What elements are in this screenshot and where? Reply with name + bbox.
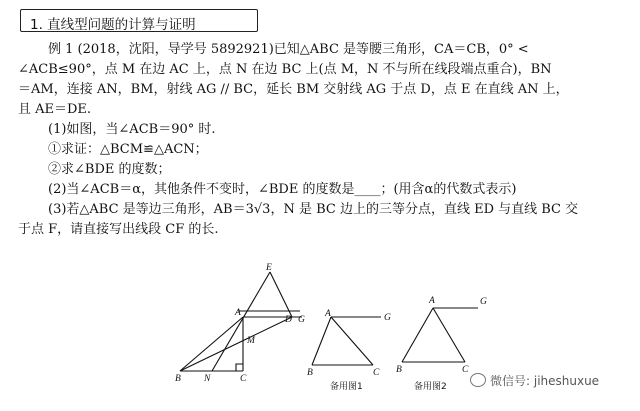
- label-n: N: [204, 374, 211, 384]
- question-2: (2)当∠ACB＝α，其他条件不变时，∠BDE 的度数是____；(用含α的代数式表示): [48, 182, 517, 197]
- segment-ed: [270, 272, 292, 317]
- alt2-label-a: A: [429, 296, 435, 306]
- label-c: C: [240, 374, 247, 384]
- right-angle-mark: [236, 364, 243, 371]
- alt1-label-b: B: [307, 368, 313, 378]
- alt-figure-2: [402, 308, 478, 362]
- alt-figure-1: [312, 317, 381, 365]
- alt2-label-g: G: [480, 297, 487, 307]
- label-d: D: [285, 315, 292, 325]
- problem-line-1: 例 1 (2018，沈阳，导学号 5892921)已知△ABC 是等腰三角形，CA＝CB，0° <: [48, 42, 529, 57]
- line-ne: [212, 272, 270, 371]
- alt2-label-c: C: [462, 365, 469, 375]
- main-figure: [180, 272, 302, 371]
- problem-line-2: ∠ACB≤90°，点 M 在边 AC 上，点 N 在边 BC 上(点 M，N 不与所在线段端点重合)，BN: [18, 62, 552, 77]
- label-a: A: [235, 308, 241, 318]
- segment-bd: [180, 317, 292, 371]
- alt1-label-c: C: [373, 368, 380, 378]
- watermark-text: 微信号: jiheshuxue: [490, 374, 600, 388]
- question-1: (1)如图，当∠ACB＝90° 时.: [48, 122, 216, 137]
- watermark: [470, 372, 599, 389]
- question-1-part-1: ①求证：△BCM≌△ACN；: [48, 142, 208, 157]
- label-b: B: [175, 374, 181, 384]
- alt1-label-a: A: [325, 309, 331, 319]
- question-3-line-2: 于点 F，请直接写出线段 CF 的长.: [18, 222, 219, 237]
- question-3-line-1: (3)若△ABC 是等边三角形，AB＝3√3，N 是 BC 边上的三等分点，直线 ED 与直线 BC 交: [48, 202, 579, 217]
- question-1-part-2: ②求∠BDE 的度数；: [48, 162, 171, 177]
- label-m: M: [247, 336, 255, 346]
- problem-line-4: 且 AE＝DE.: [18, 102, 92, 117]
- section-title: 1. 直线型问题的计算与证明: [30, 17, 196, 33]
- problem-line-3: ＝AM，连接 AN，BM，射线 AG // BC，延长 BM 交射线 AG 于点 D，点 E 在直线 AN 上，: [18, 82, 569, 97]
- label-g: G: [298, 315, 305, 325]
- caption-alt1: 备用图1: [330, 382, 363, 392]
- segment-ab: [180, 317, 243, 371]
- alt1-label-g: G: [384, 313, 391, 323]
- alt2-label-b: B: [396, 365, 402, 375]
- wechat-icon: [470, 373, 486, 387]
- alt-figure-1-labels: [307, 309, 391, 392]
- caption-alt2: 备用图2: [414, 382, 447, 392]
- label-e: E: [266, 263, 272, 273]
